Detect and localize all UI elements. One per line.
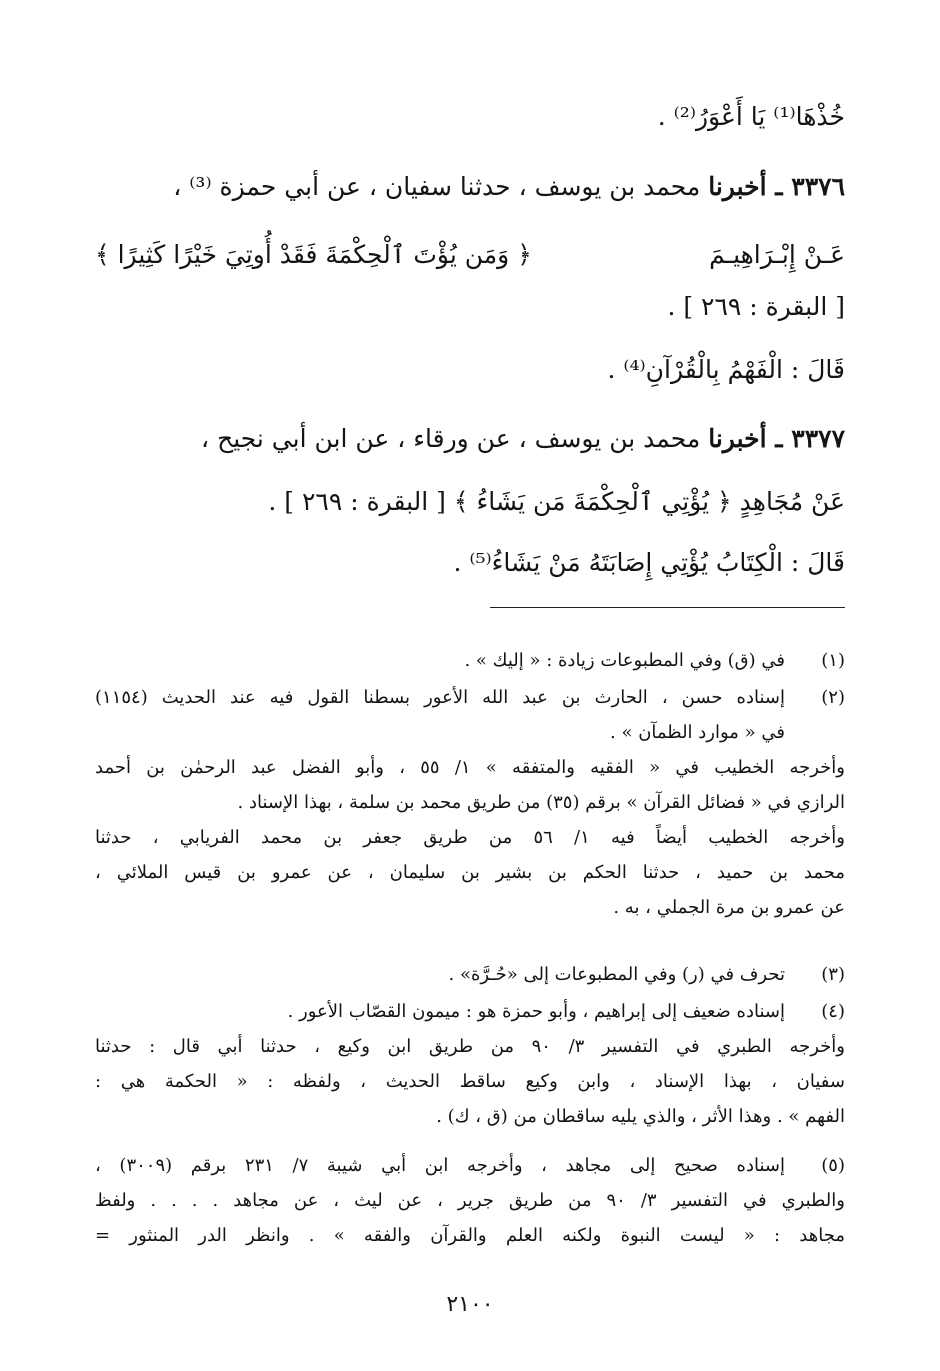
footnote-line: والطبري في التفسير ٣/ ٩٠ من طريق جرير ، عن ليث ، عن مجاهد . . . . ولفظ	[95, 1190, 845, 1211]
narrator-ibrahim: عَـنْ إِبْـرَاهِيـمَ	[709, 240, 845, 269]
footnote-3	[95, 962, 845, 988]
hadith-3377-isnad: محمد بن يوسف ، عن ورقاء ، عن ابن أبي نجيح ،	[201, 424, 701, 453]
footnote-5	[95, 1153, 845, 1263]
quran-verse-line	[95, 238, 845, 272]
footnote-line: محمد بن حميد ، حدثنا الحكم بن بشير بن سليمان ، عن عمرو بن قيس الملائي ،	[95, 862, 845, 883]
footnote-line: إسناده صحيح إلى مجاهد ، وأخرجه ابن أبي شيبة ٧/ ٢٣١ برقم (٣٠٠٩) ،	[95, 1155, 786, 1176]
footnote-line: إسناده حسن ، الحارث بن عبد الله الأعور بسطنا القول فيه عند الحديث (١١٥٤)	[95, 687, 785, 708]
footnote-line: وأخرجه الخطيب أيضاً فيه ١/ ٥٦ من طريق جعفر بن محمد الفريابي ، حدثنا	[95, 827, 845, 848]
footnote-separator	[490, 607, 845, 608]
footnote-line: مجاهد : « ليست النبوة ولكنه العلم والقرآن والفقه » . وانظر الدر المنثور =	[95, 1225, 845, 1246]
hadith-3377-number: ٣٣٧٧ ـ أخبرنا	[708, 424, 845, 453]
hadith-3376-number: ٣٣٧٦ ـ أخبرنا	[708, 172, 845, 201]
footnote-line: الفهم » . وهذا الأثر ، والذي يليه ساقطان من (ق ، ك) .	[436, 1106, 845, 1127]
text-line-5: قَالَ : الْفَهْمُ بِالْقُرْآنِ⁽⁴⁾ .	[607, 355, 845, 384]
footnote-number: (١)	[821, 650, 845, 671]
footnote-line: في (ق) وفي المطبوعات زيادة : « إليك » .	[464, 650, 785, 671]
footnote-line: عن عمرو بن مرة الجملي ، به .	[613, 897, 845, 918]
footnote-line: وأخرجه الطبري في التفسير ٣/ ٩٠ من طريق ابن وكيع ، حدثنا أبي قال : حدثنا	[95, 1036, 845, 1057]
footnote-number: (٥)	[821, 1155, 845, 1176]
footnote-4	[95, 999, 845, 1149]
quran-verse-2-269: ﴿ وَمَن يُؤْتَ ٱلْحِكْمَةَ فَقَدْ أُوتِيَ خَيْرًا كَثِيرًا ﴾	[95, 240, 532, 269]
hadith-3376-line	[173, 170, 845, 204]
footnote-line: وأخرجه الخطيب في « الفقيه والمتفقه » ١/ ٥٥ ، وأبو الفضل عبد الرحمٰن بن أحمد	[95, 757, 845, 778]
footnote-number: (٤)	[821, 1001, 845, 1022]
page-number: ٢١٠٠	[446, 1292, 494, 1317]
footnote-line: إسناده ضعيف إلى إبراهيم ، وأبو حمزة هو : ميمون القصّاب الأعور .	[287, 1001, 785, 1022]
footnote-line: في « موارد الظمآن » .	[610, 722, 785, 743]
footnote-line: تحرف في (ر) وفي المطبوعات إلى «حُـرَّة» .	[448, 964, 785, 985]
footnote-2	[95, 685, 845, 945]
footnote-line: الرازي في « فضائل القرآن » برقم (٣٥) من طريق محمد بن سلمة ، بهذا الإسناد .	[237, 792, 845, 813]
footnote-line: سفيان ، بهذا الإسناد ، وابن وكيع ساقط الحديث ، ولفظه : « الحكمة هي :	[95, 1071, 845, 1092]
verse-reference: [ البقرة : ٢٦٩ ] .	[667, 292, 845, 321]
hadith-3376-isnad: محمد بن يوسف ، حدثنا سفيان ، عن أبي حمزة ⁽³⁾ ،	[173, 172, 701, 201]
footnote-number: (٢)	[821, 687, 845, 708]
footnote-number: (٣)	[821, 964, 845, 985]
text-line-1: خُذْهَا⁽¹⁾ يَا أَعْوَرُ⁽²⁾ .	[657, 102, 845, 131]
text-line-8: قَالَ : الْكِتَابُ يُؤْتِي إِصَابَتَهُ مَنْ يَشَاءُ⁽⁵⁾ .	[453, 548, 845, 577]
footnote-1	[95, 648, 845, 674]
text-line-7: عَنْ مُجَاهِدٍ ﴿ يُؤْتِي ٱلْحِكْمَةَ مَن يَشَاءُ ﴾ [ البقرة : ٢٦٩ ] .	[268, 487, 845, 516]
hadith-3377-line	[201, 422, 845, 456]
